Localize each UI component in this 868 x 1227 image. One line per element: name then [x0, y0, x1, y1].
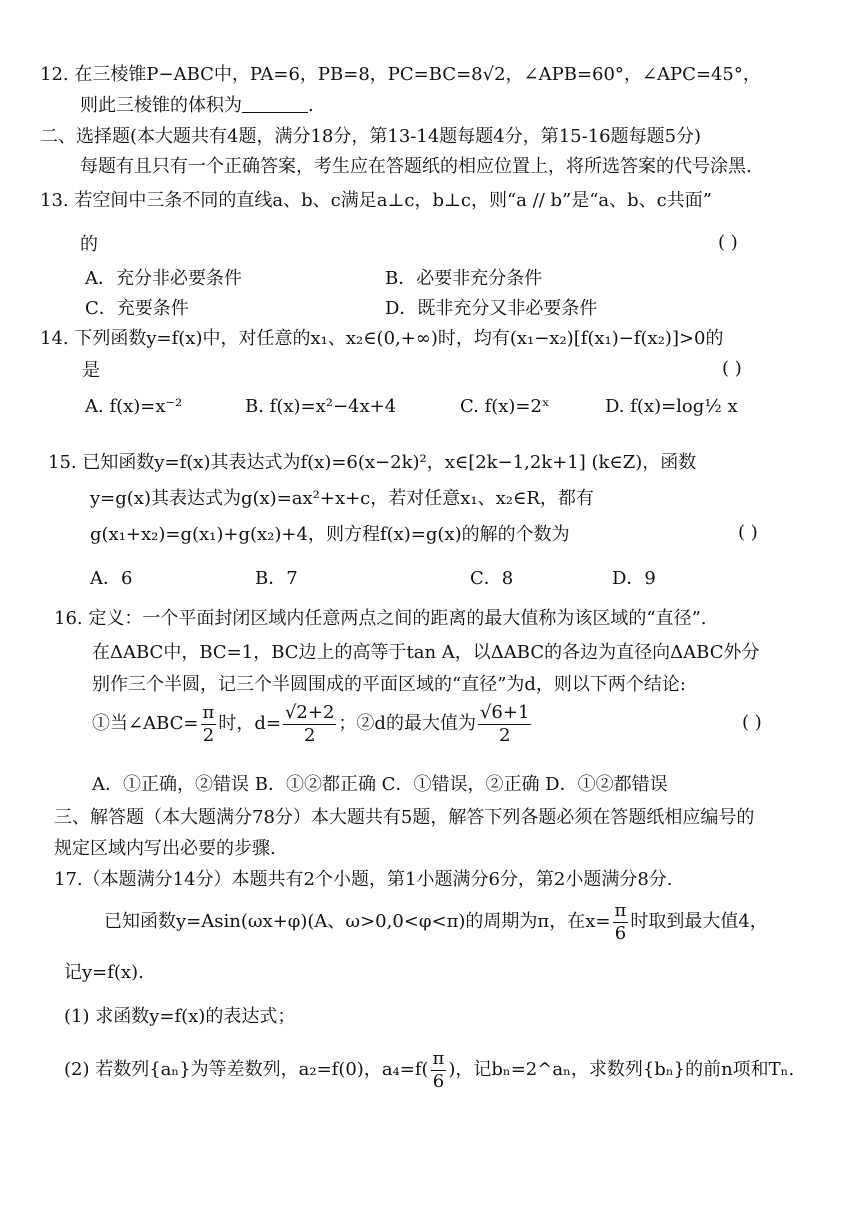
q15-option-a[interactable]: A．6 — [90, 568, 133, 589]
frac-denominator: 2 — [303, 724, 316, 746]
q17-text2b: 时取到最大值4， — [630, 911, 768, 932]
q17-part2a: (2) 若数列{aₙ}为等差数列，a₂=f(0)，a₄=f( — [64, 1059, 429, 1080]
q15-answer-paren[interactable]: ( ) — [738, 522, 758, 543]
q14-option-d[interactable]: D. f(x)=log½ x — [605, 396, 738, 417]
q13-line2: 的 — [80, 234, 98, 255]
q14-option-b[interactable]: B. f(x)=x²−4x+4 — [245, 396, 397, 417]
frac-numerator: π — [202, 701, 215, 723]
q12-text: 在三棱锥P−ABC中，PA=6，PB=8，PC=BC=8√2，∠APB=60°，∠APC=45°， — [74, 64, 761, 85]
q13-answer-paren[interactable]: ( ) — [718, 232, 738, 253]
q13-number: 13. — [40, 190, 69, 211]
q15-option-d[interactable]: D．9 — [612, 568, 656, 589]
q14-line1 — [40, 326, 724, 352]
q17-number: 17. — [54, 869, 83, 890]
q17-line1 — [54, 867, 673, 893]
q15-line1 — [48, 450, 696, 476]
frac-denominator: 2 — [498, 724, 511, 746]
q12-number: 12. — [40, 64, 69, 85]
q17-part2b: )，记bₙ=2^aₙ，求数列{bₙ}的前n项和Tₙ. — [448, 1059, 795, 1080]
q16-line3: 别作三个半圆，记三个半圆围成的平面区域的“直径”为d，则以下两个结论: — [92, 674, 686, 695]
q17-line3: 记y=f(x). — [64, 962, 144, 983]
frac-numerator: π — [432, 1047, 445, 1069]
q12-line2 — [80, 92, 314, 119]
section3-heading2: 规定区域内写出必要的步骤. — [54, 838, 276, 859]
q13-option-c[interactable]: C．充要条件 — [85, 298, 189, 319]
frac-numerator: √6+1 — [479, 701, 530, 723]
q12-text2: 则此三棱锥的体积为 — [80, 95, 242, 116]
frac-denominator: 2 — [202, 724, 215, 746]
q17-part2-frac — [431, 1048, 447, 1093]
q17-part2 — [64, 1046, 794, 1094]
q13-text: 若空间中三条不同的直线a、b、c满足a⊥c，b⊥c，则“a // b”是“a、b、c共面” — [74, 190, 712, 211]
q16-frac3 — [478, 702, 531, 747]
q16-number: 16. — [54, 608, 83, 629]
q13-option-b[interactable]: B．必要非充分条件 — [385, 268, 543, 289]
section2-instruction: 每题有且只有一个正确答案，考生应在答题纸的相应位置上，将所选答案的代号涂黑. — [80, 156, 752, 177]
q17-text2a: 已知函数y=Asin(ωx+φ)(A、ω>0,0<φ<π)的周期为π，在x= — [104, 911, 611, 932]
q12-period: . — [308, 95, 314, 116]
q13-option-a[interactable]: A．充分非必要条件 — [85, 268, 242, 289]
q16-frac1 — [201, 702, 217, 747]
q17-line2 — [104, 898, 768, 946]
q16-answer-paren[interactable]: ( ) — [742, 712, 762, 733]
q16-options[interactable]: A．①正确，②错误 B．①②都正确 C．①错误，②正确 D．①②都错误 — [92, 774, 668, 795]
q16-line2: 在ΔABC中，BC=1，BC边上的高等于tan A，以ΔABC的各边为直径向ΔABC外分 — [92, 642, 760, 663]
q16-frac2 — [283, 702, 336, 747]
frac-denominator: 6 — [614, 922, 627, 944]
q14-text: 下列函数y=f(x)中，对任意的x₁、x₂∈(0,+∞)时，均有(x₁−x₂)[f(x₁)−f(x₂)]>0的 — [74, 328, 724, 349]
q15-number: 15. — [48, 452, 77, 473]
q16-stmt-a: ①当∠ABC= — [92, 713, 199, 734]
q13-option-d[interactable]: D．既非充分又非必要条件 — [385, 298, 598, 319]
q14-number: 14. — [40, 328, 69, 349]
section2-heading: 二、选择题(本大题共有4题，满分18分，第13-14题每题4分，第15-16题每题5分) — [40, 126, 702, 147]
q17-part1: (1) 求函数y=f(x)的表达式； — [64, 1006, 296, 1027]
q13-line1 — [40, 188, 712, 214]
q15-option-c[interactable]: C．8 — [470, 568, 514, 589]
q16-line1 — [54, 606, 707, 632]
q15-option-b[interactable]: B．7 — [255, 568, 298, 589]
q14-option-c[interactable]: C. f(x)=2ˣ — [460, 396, 550, 417]
q14-line2: 是 — [82, 360, 100, 381]
q15-text: 已知函数y=f(x)其表达式为f(x)=6(x−2k)²，x∈[2k−1,2k+1] (k∈Z)，函数 — [82, 452, 697, 473]
q17-frac — [613, 900, 629, 945]
q16-stmt-c: ；②d的最大值为 — [338, 713, 476, 734]
answer-blank[interactable] — [242, 92, 308, 113]
frac-numerator: √2+2 — [284, 701, 335, 723]
q15-line3: g(x₁+x₂)=g(x₁)+g(x₂)+4，则方程f(x)=g(x)的解的个数为 — [90, 524, 570, 545]
frac-numerator: π — [614, 899, 627, 921]
q16-statements — [92, 700, 533, 748]
q16-stmt-b: 时，d= — [218, 713, 281, 734]
q12-line1 — [40, 62, 761, 88]
q14-option-a[interactable]: A. f(x)=x⁻² — [85, 396, 183, 417]
frac-denominator: 6 — [432, 1070, 445, 1092]
q17-text: （本题满分14分）本题共有2个小题，第1小题满分6分，第2小题满分8分. — [82, 869, 673, 890]
q16-text: 定义：一个平面封闭区域内任意两点之间的距离的最大值称为该区域的“直径”. — [88, 608, 707, 629]
q15-line2: y=g(x)其表达式为g(x)=ax²+x+c，若对任意x₁、x₂∈R，都有 — [90, 488, 594, 509]
q14-answer-paren[interactable]: ( ) — [722, 358, 742, 379]
section3-heading: 三、解答题（本大题满分78分）本大题共有5题，解答下列各题必须在答题纸相应编号的 — [54, 807, 755, 828]
